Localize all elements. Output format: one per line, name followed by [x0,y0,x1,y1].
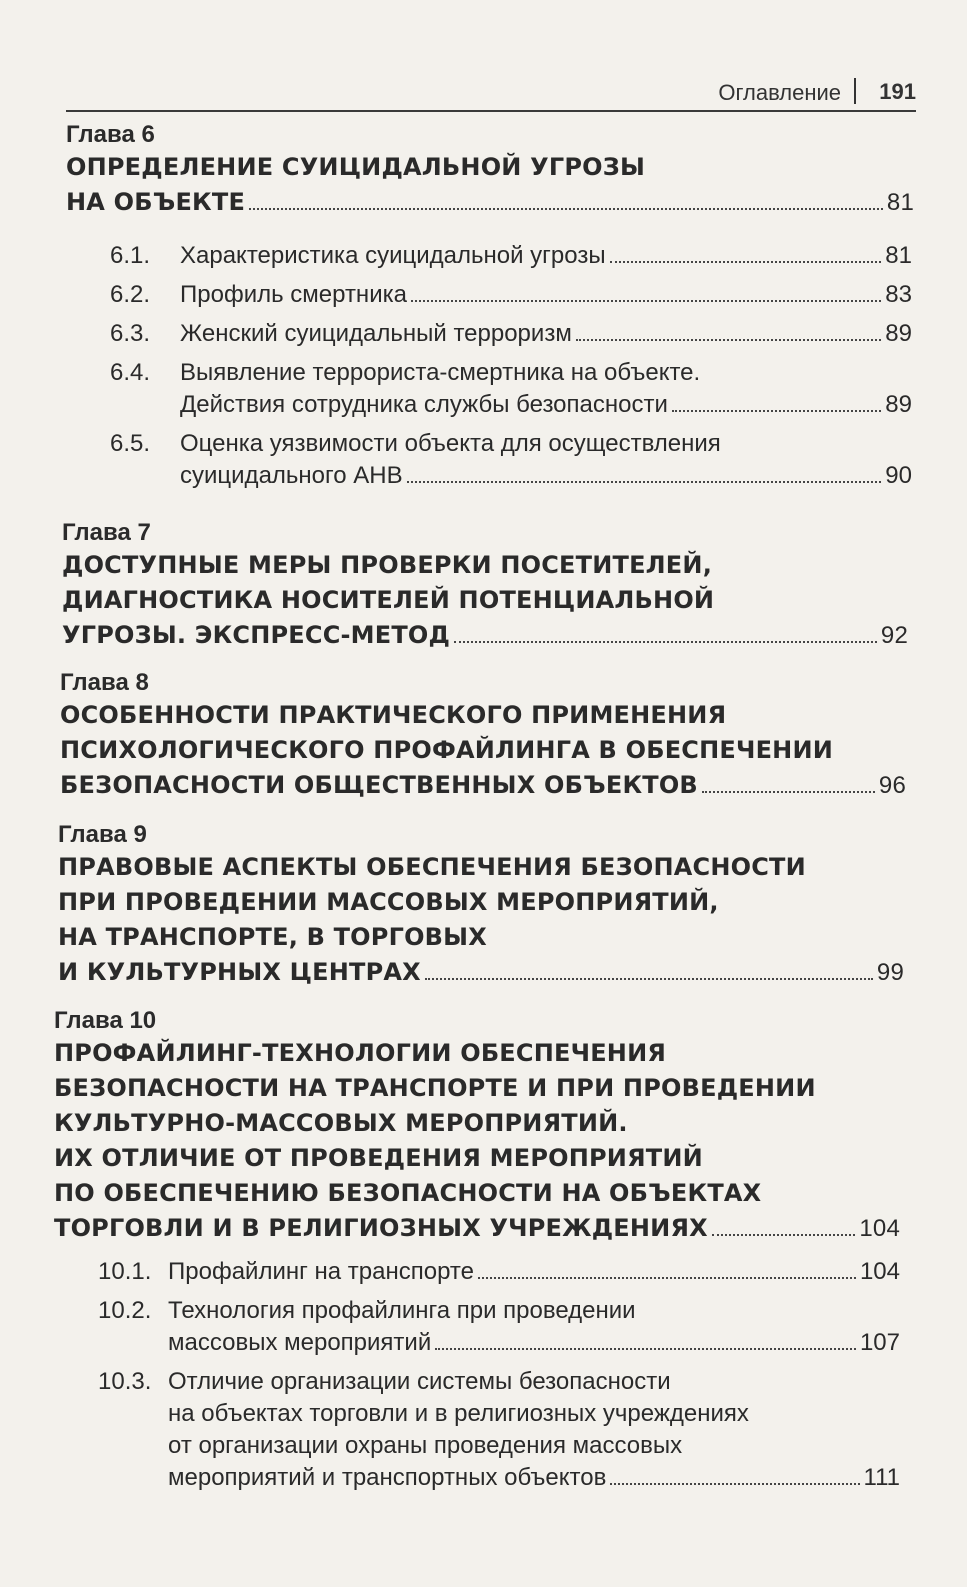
chapter-label: Глава 10 [54,1007,157,1034]
chapter-title-line: КУЛЬТУРНО-МАССОВЫХ МЕРОПРИЯТИЙ. [54,1109,628,1137]
chapter-page: 96 [878,772,906,799]
chapter-page: 81 [886,189,914,216]
section-title-line: от организации охраны проведения массовых [168,1432,683,1459]
toc-section [110,357,912,421]
running-head-title: Оглавление [718,80,841,105]
section-title: Профиль смертника [180,281,407,308]
section-title-line: Технология профайлинга при проведении [168,1297,636,1324]
chapter-title-line: ИХ ОТЛИЧИЕ ОТ ПРОВЕДЕНИЯ МЕРОПРИЯТИЙ [54,1144,703,1172]
section-title-line: мероприятий и транспортных объектов [168,1464,607,1491]
section-title: Женский суицидальный терроризм [180,320,572,347]
section-title-line: Отличие организации системы безопасности [168,1368,671,1395]
chapter-title-line: ДОСТУПНЫЕ МЕРЫ ПРОВЕРКИ ПОСЕТИТЕЛЕЙ, [62,551,713,579]
toc-section [98,1256,900,1288]
section-number: 10.1. [98,1258,152,1285]
section-title-line: на объектах торговли и в религиозных учреждениях [168,1400,749,1427]
section-page: 81 [885,242,912,269]
chapter-title-line: ТОРГОВЛИ И В РЕЛИГИОЗНЫХ УЧРЕЖДЕНИЯХ [54,1214,708,1242]
leader-dots [610,1482,859,1485]
chapter-title [58,850,904,990]
leader-dots [435,1347,856,1350]
section-title: Характеристика суицидальной угрозы [180,242,606,269]
toc-section [98,1295,900,1359]
chapter-title [66,150,914,220]
chapter-title-line: НА ОБЪЕКТЕ [66,188,246,216]
chapter-title-line: И КУЛЬТУРНЫХ ЦЕНТРАХ [58,958,421,986]
section-title-line: Действия сотрудника службы безопасности [180,391,668,418]
chapter-title [62,548,908,653]
chapter-6-sections [110,240,912,499]
leader-dots [702,790,875,793]
chapter-9 [58,820,904,990]
running-head-separator [854,78,856,104]
chapter-title-line: УГРОЗЫ. ЭКСПРЕСС-МЕТОД [62,621,451,649]
chapter-title-line: ПСИХОЛОГИЧЕСКОГО ПРОФАЙЛИНГА В ОБЕСПЕЧЕНИИ [60,736,834,764]
section-page: 89 [885,320,912,347]
chapter-title-last-line [60,768,906,803]
section-number: 6.3. [110,320,151,347]
chapter-title-line: ДИАГНОСТИКА НОСИТЕЛЕЙ ПОТЕНЦИАЛЬНОЙ [62,586,715,614]
leader-dots [610,260,882,263]
chapter-title-last-line [66,185,914,220]
toc-section [98,1366,900,1494]
section-title-line: Оценка уязвимости объекта для осуществления [180,430,721,457]
section-title-line: суицидального АНВ [180,462,403,489]
chapter-title-line: БЕЗОПАСНОСТИ ОБЩЕСТВЕННЫХ ОБЪЕКТОВ [60,771,698,799]
chapter-title [54,1036,900,1246]
running-head [66,72,916,112]
chapter-title-line: ОСОБЕННОСТИ ПРАКТИЧЕСКОГО ПРИМЕНЕНИЯ [60,701,727,729]
chapter-label: Глава 6 [66,121,155,148]
section-page: 111 [863,1464,900,1491]
toc-section [110,318,912,350]
leader-dots [411,299,881,302]
chapter-page: 92 [880,622,908,649]
section-number: 6.1. [110,242,151,269]
chapter-8 [60,668,906,803]
chapter-label: Глава 7 [62,519,151,546]
leader-dots [454,640,877,643]
leader-dots [712,1233,855,1236]
chapter-title-line: БЕЗОПАСНОСТИ НА ТРАНСПОРТЕ И ПРИ ПРОВЕДЕНИИ [54,1074,816,1102]
section-number: 6.2. [110,281,151,308]
section-number: 10.2. [98,1297,152,1324]
chapter-title-line: ПО ОБЕСПЕЧЕНИЮ БЕЗОПАСНОСТИ НА ОБЪЕКТАХ [54,1179,762,1207]
chapter-title-line: ПРАВОВЫЕ АСПЕКТЫ ОБЕСПЕЧЕНИЯ БЕЗОПАСНОСТИ [58,853,806,881]
leader-dots [425,977,873,980]
toc-section [110,279,912,311]
section-number: 10.3. [98,1368,152,1395]
section-page: 90 [885,462,912,489]
chapter-title-last-line [62,618,908,653]
section-title-line: массовых мероприятий [168,1329,432,1356]
chapter-page: 104 [859,1215,900,1242]
chapter-title-line: ПРОФАЙЛИНГ-ТЕХНОЛОГИИ ОБЕСПЕЧЕНИЯ [54,1039,667,1067]
section-title: Профайлинг на транспорте [168,1258,474,1285]
toc-section [110,428,912,492]
chapter-10 [54,1006,900,1246]
chapter-title-last-line [58,955,904,990]
chapter-6 [66,120,914,220]
chapter-title [60,698,906,803]
chapter-label: Глава 9 [58,821,147,848]
leader-dots [478,1276,856,1279]
section-page: 104 [859,1258,900,1285]
section-page: 83 [885,281,912,308]
section-number: 6.4. [110,359,151,386]
chapter-title-last-line [54,1211,900,1246]
toc-section [110,240,912,272]
chapter-7 [62,518,908,653]
section-title-line: Выявление террориста-смертника на объекте. [180,359,701,386]
leader-dots [249,207,883,210]
leader-dots [576,338,881,341]
section-page: 89 [885,391,912,418]
chapter-title-line: ПРИ ПРОВЕДЕНИИ МАССОВЫХ МЕРОПРИЯТИЙ, [58,888,719,916]
leader-dots [672,409,881,412]
chapter-title-line: ОПРЕДЕЛЕНИЕ СУИЦИДАЛЬНОЙ УГРОЗЫ [66,153,646,181]
chapter-label: Глава 8 [60,669,149,696]
chapter-10-sections [98,1256,900,1501]
leader-dots [407,480,882,483]
section-number: 6.5. [110,430,151,457]
chapter-title-line: НА ТРАНСПОРТЕ, В ТОРГОВЫХ [58,923,487,951]
section-page: 107 [859,1329,900,1356]
chapter-page: 99 [876,959,904,986]
page-number: 191 [879,79,916,104]
